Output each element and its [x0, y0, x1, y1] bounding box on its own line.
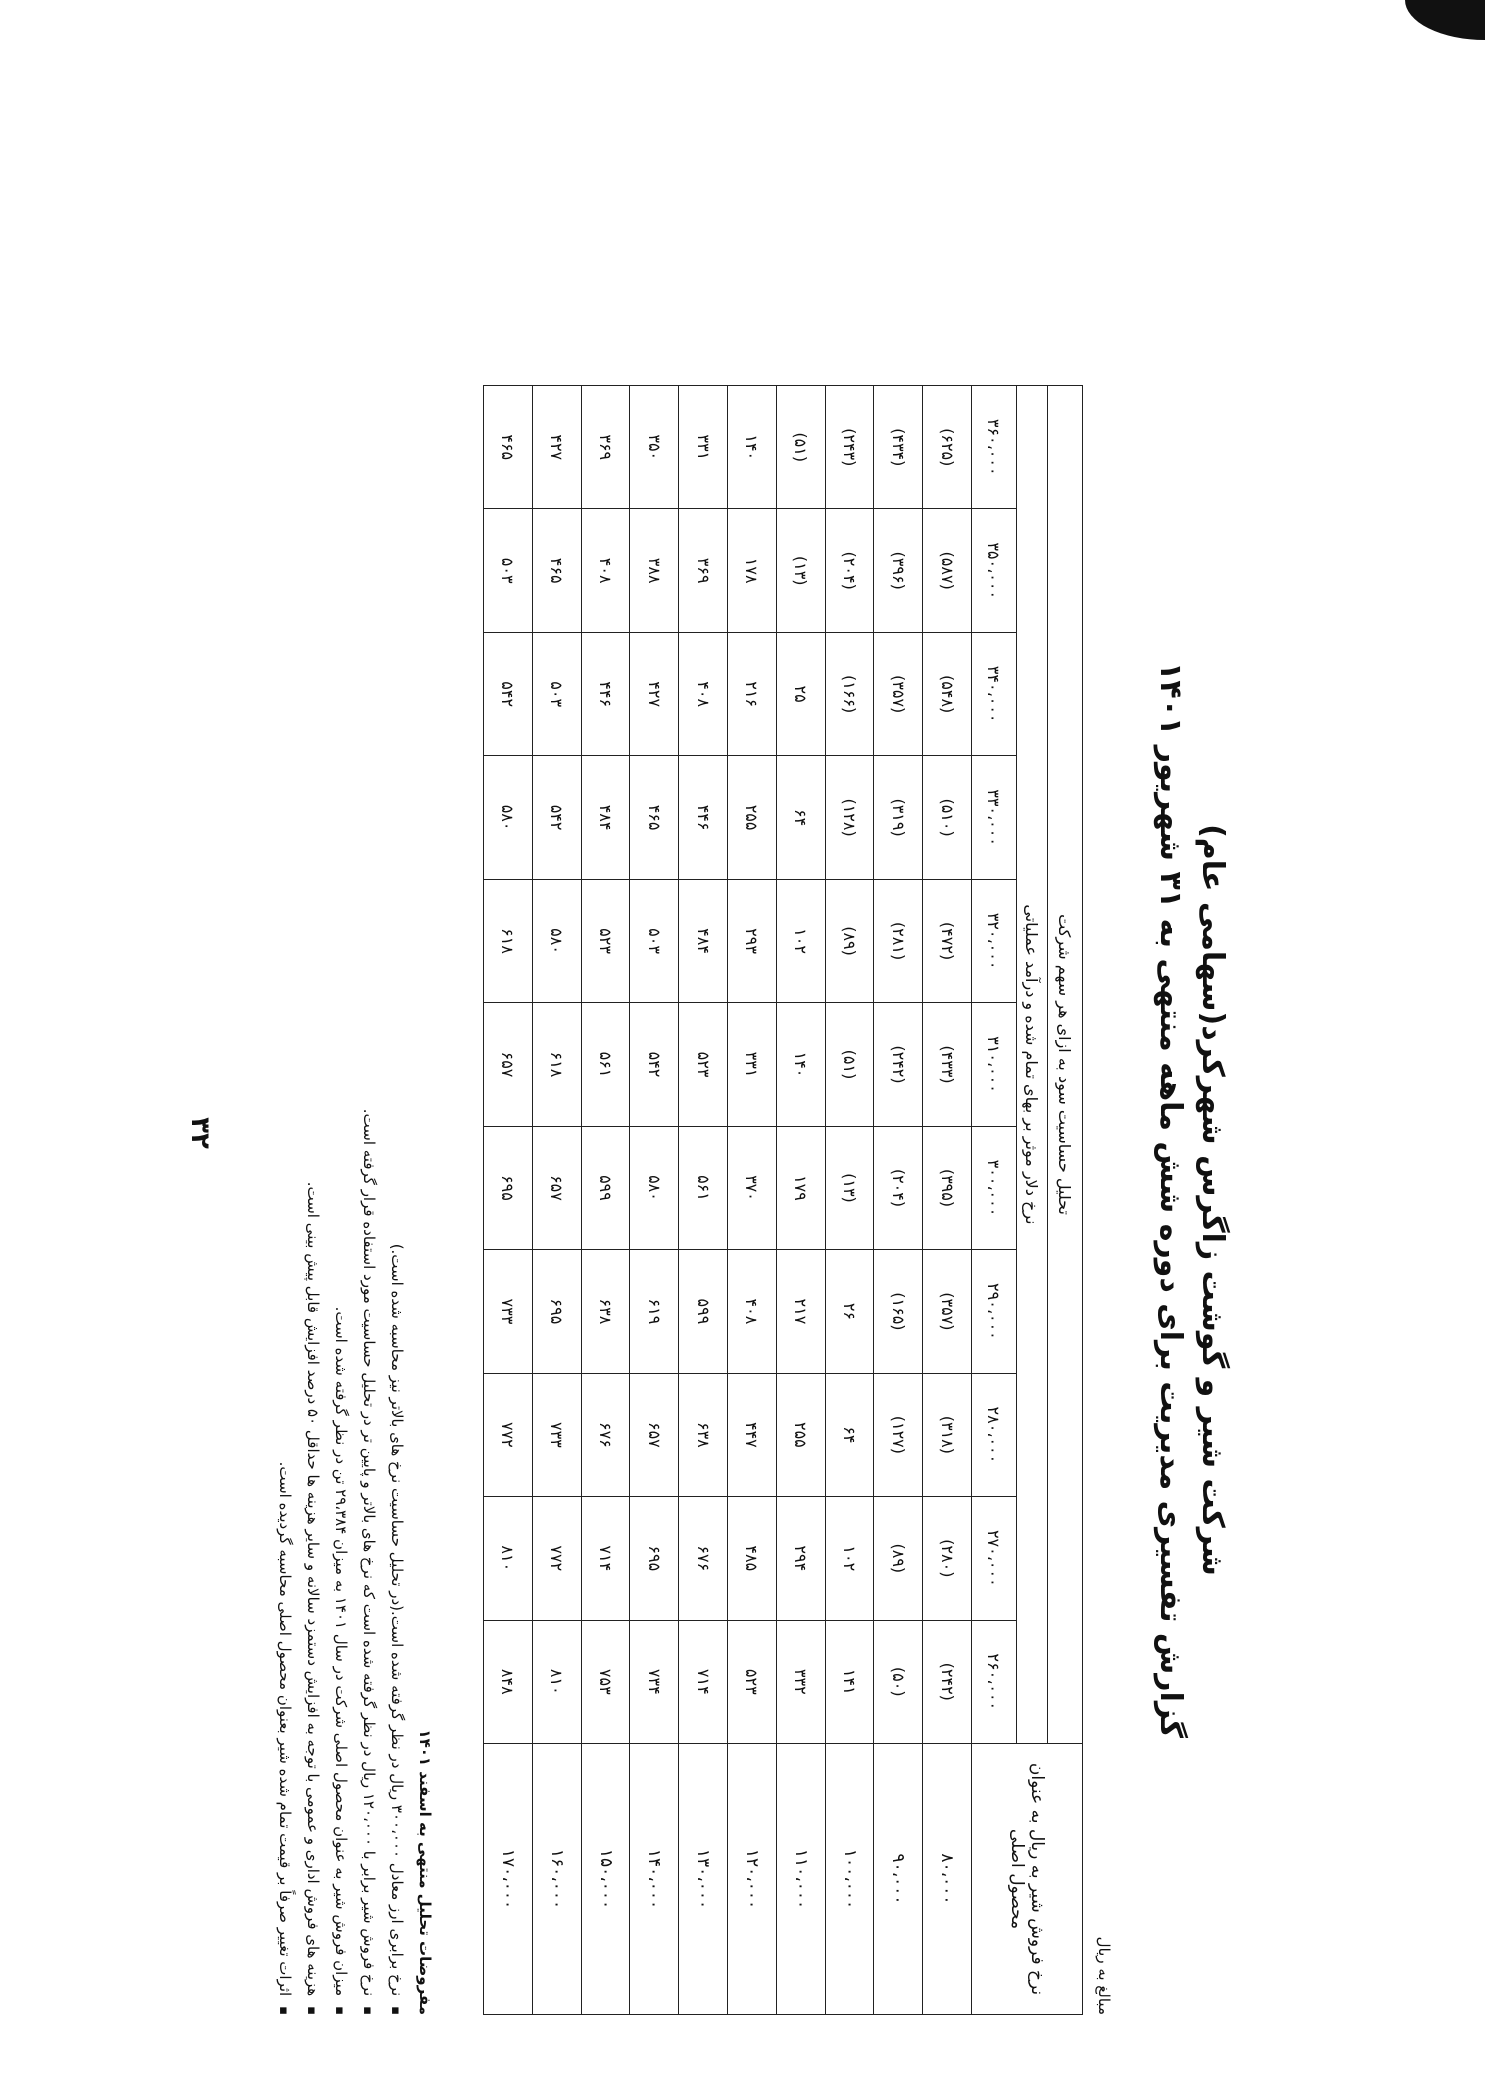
eps-value-cell: ۵۹۹ — [679, 1250, 728, 1373]
eps-value-cell: (۳۱۹) — [874, 756, 923, 879]
eps-value-cell: (۵۰) — [874, 1620, 923, 1743]
eps-value-cell: ۷۳۴ — [630, 1620, 679, 1743]
assumptions-heading: مفروضات تحلیل منتهی به اسفند ۱۴۰۱ — [416, 1729, 434, 2015]
eps-value-cell: ۲۵۵ — [776, 1373, 825, 1496]
eps-value-cell: ۲۱۶ — [728, 632, 777, 755]
milk-rate-cell: ۱۷۰،۰۰۰ — [484, 1744, 533, 2015]
report-subtitle: گزارش تفسیری مدیریت برای دوره شش ماهه منتهی به ۳۱ شهریور ۱۴۰۱ — [1153, 662, 1188, 1738]
assumption-item: ▪ هزینه های فروش اداری و عمومی با توجه به افزایش دستمزد سالانه و سایر هزینه ها حداقل ۵۰ درصد افزایش قابل پیش بینی است. — [298, 385, 326, 2015]
dollar-rate-cell: ۳۳۰،۰۰۰ — [972, 756, 1017, 879]
eps-value-cell: ۴۸۴ — [679, 879, 728, 1002]
eps-value-cell: (۳۹۶) — [874, 509, 923, 632]
eps-value-cell: ۵۶۱ — [679, 1126, 728, 1249]
eps-value-cell: ۱۰۲ — [776, 879, 825, 1002]
eps-value-cell: ۶۱۸ — [532, 1003, 581, 1126]
eps-value-cell: ۱۴۰ — [776, 1003, 825, 1126]
eps-value-cell: ۵۴۲ — [484, 632, 533, 755]
table-row — [825, 386, 874, 2015]
eps-value-cell: ۵۲۳ — [679, 1003, 728, 1126]
eps-value-cell: (۶۲۵) — [923, 386, 972, 509]
eps-value-cell: ۷۳۳ — [484, 1250, 533, 1373]
eps-value-cell: ۶۱۹ — [630, 1250, 679, 1373]
eps-value-cell: ۶۳۸ — [679, 1373, 728, 1496]
eps-value-cell: (۲۰۴) — [825, 509, 874, 632]
eps-value-cell: ۴۴۶ — [581, 632, 630, 755]
scan-edge-blot — [1405, 0, 1485, 40]
eps-value-cell: (۱۲۷) — [874, 1373, 923, 1496]
eps-value-cell: ۴۲۷ — [630, 632, 679, 755]
eps-value-cell: ۴۶۵ — [630, 756, 679, 879]
table-row — [532, 386, 581, 2015]
dollar-rate-cell: ۳۴۰،۰۰۰ — [972, 632, 1017, 755]
row-header-title: نرخ فروش شیر به ریال به عنوان محصول اصلی — [972, 1744, 1083, 2015]
table-row — [776, 386, 825, 2015]
dollar-rate-cell: ۲۷۰،۰۰۰ — [972, 1497, 1017, 1620]
eps-value-cell: ۲۱۷ — [776, 1250, 825, 1373]
eps-value-cell: ۷۳۳ — [532, 1373, 581, 1496]
table-row — [581, 386, 630, 2015]
eps-value-cell: ۷۷۲ — [532, 1497, 581, 1620]
eps-value-cell: (۵۸۷) — [923, 509, 972, 632]
eps-value-cell: ۴۰۸ — [679, 632, 728, 755]
page-number: ۳۲ — [184, 1117, 215, 1149]
eps-value-cell: ۵۸۰ — [630, 1126, 679, 1249]
eps-value-cell: ۵۲۳ — [728, 1620, 777, 1743]
eps-value-cell: ۳۶۹ — [679, 509, 728, 632]
eps-value-cell: ۱۰۲ — [825, 1497, 874, 1620]
eps-value-cell: ۳۳۱ — [728, 1003, 777, 1126]
section-title: تحلیل حساسیت سود به ازای هر سهم شرکت — [1048, 386, 1083, 1744]
dollar-rate-cell: ۳۲۰،۰۰۰ — [972, 879, 1017, 1002]
eps-value-cell: (۴۷۲) — [923, 879, 972, 1002]
milk-rate-cell: ۹۰،۰۰۰ — [874, 1744, 923, 2015]
eps-value-cell: (۲۸۰) — [923, 1497, 972, 1620]
eps-value-cell: ۱۷۸ — [728, 509, 777, 632]
eps-value-cell: ۳۵۰ — [630, 386, 679, 509]
eps-value-cell: ۶۳۸ — [581, 1250, 630, 1373]
eps-value-cell: ۴۲۷ — [532, 386, 581, 509]
eps-value-cell: ۶۹۵ — [484, 1126, 533, 1249]
eps-value-cell: (۱۶۵) — [874, 1250, 923, 1373]
milk-rate-cell: ۱۲۰،۰۰۰ — [728, 1744, 777, 2015]
eps-value-cell: (۵۱) — [776, 386, 825, 509]
eps-value-cell: ۴۴۶ — [679, 756, 728, 879]
eps-value-cell: (۴۳۳) — [923, 1003, 972, 1126]
eps-value-cell: ۸۱۰ — [484, 1497, 533, 1620]
eps-value-cell: ۳۳۲ — [776, 1620, 825, 1743]
eps-value-cell: ۶۵۷ — [484, 1003, 533, 1126]
milk-rate-cell: ۸۰،۰۰۰ — [923, 1744, 972, 2015]
rotated-report-content — [233, 385, 1233, 2015]
eps-value-cell: ۷۱۴ — [679, 1620, 728, 1743]
eps-value-cell: ۳۸۸ — [630, 509, 679, 632]
milk-rate-cell: ۱۵۰،۰۰۰ — [581, 1744, 630, 2015]
eps-value-cell: (۲۴۲) — [874, 1003, 923, 1126]
eps-value-cell: ۶۷۶ — [581, 1373, 630, 1496]
eps-value-cell: (۱۲۸) — [825, 756, 874, 879]
eps-value-cell: ۴۶۵ — [532, 509, 581, 632]
eps-value-cell: ۱۴۱ — [825, 1620, 874, 1743]
eps-value-cell: (۳۱۸) — [923, 1373, 972, 1496]
table-row — [679, 386, 728, 2015]
company-name: شرکت شیر و گوشت زاگرس شهرکرد(سهامی عام) — [1195, 824, 1230, 1576]
section-subtitle: نرخ دلار موثر بر بهای تمام شده و درآمد عملیاتی — [1017, 386, 1048, 1744]
eps-value-cell: ۵۰۳ — [484, 509, 533, 632]
table-row — [728, 386, 777, 2015]
eps-value-cell: ۴۰۸ — [581, 509, 630, 632]
eps-value-cell: ۲۹۴ — [776, 1497, 825, 1620]
eps-value-cell: (۵۱) — [825, 1003, 874, 1126]
eps-value-cell: ۵۲۳ — [581, 879, 630, 1002]
eps-value-cell: ۳۳۱ — [679, 386, 728, 509]
eps-value-cell: ۶۴ — [776, 756, 825, 879]
milk-rate-cell: ۱۶۰،۰۰۰ — [532, 1744, 581, 2015]
eps-value-cell: ۵۰۳ — [532, 632, 581, 755]
report-title — [1149, 385, 1233, 2015]
eps-value-cell: (۸۹) — [825, 879, 874, 1002]
eps-value-cell: (۵۴۸) — [923, 632, 972, 755]
eps-value-cell: ۶۷۶ — [679, 1497, 728, 1620]
eps-value-cell: ۶۹۵ — [630, 1497, 679, 1620]
eps-value-cell: ۵۸۰ — [532, 879, 581, 1002]
milk-rate-cell: ۱۳۰،۰۰۰ — [679, 1744, 728, 2015]
table-row — [484, 386, 533, 2015]
eps-value-cell: (۲۴۲) — [923, 1620, 972, 1743]
eps-value-cell: ۴۸۵ — [728, 1497, 777, 1620]
eps-value-cell: (۲۸۱) — [874, 879, 923, 1002]
milk-rate-cell: ۱۱۰،۰۰۰ — [776, 1744, 825, 2015]
eps-value-cell: ۶۹۵ — [532, 1250, 581, 1373]
table-header-row — [1048, 386, 1083, 2015]
assumption-item: ▪ اثرات تغییر صرفاً بر قیمت تمام شده شیر بعنوان محصول اصلی محاسبه گردیده است. — [270, 385, 298, 2015]
eps-value-cell: ۶۱۸ — [484, 879, 533, 1002]
eps-value-cell: (۵۱۰) — [923, 756, 972, 879]
dollar-rate-cell: ۳۵۰،۰۰۰ — [972, 509, 1017, 632]
eps-value-cell: ۵۴۲ — [630, 1003, 679, 1126]
eps-value-cell: (۸۹) — [874, 1497, 923, 1620]
dollar-rate-cell: ۳۰۰،۰۰۰ — [972, 1126, 1017, 1249]
eps-value-cell: ۵۴۲ — [532, 756, 581, 879]
eps-value-cell: (۳۵۷) — [923, 1250, 972, 1373]
dollar-rate-cell: ۲۶۰،۰۰۰ — [972, 1620, 1017, 1743]
eps-value-cell: ۷۷۲ — [484, 1373, 533, 1496]
eps-value-cell: (۳۵۷) — [874, 632, 923, 755]
eps-value-cell: ۶۵۷ — [532, 1126, 581, 1249]
milk-rate-cell: ۱۴۰،۰۰۰ — [630, 1744, 679, 2015]
eps-value-cell: ۳۷۰ — [728, 1126, 777, 1249]
currency-unit-label: مبالغ به ریال — [1095, 1936, 1113, 2015]
table-row — [630, 386, 679, 2015]
eps-value-cell: (۱۶۶) — [825, 632, 874, 755]
eps-value-cell: ۲۵ — [776, 632, 825, 755]
assumption-item: ▪ نرخ برابری ارز معادل ۳۰۰،۰۰۰ ریال در نظر گرفته شده است.(در تحلیل حساسیت نرخ های بالاتر نیز محاسبه شده است.) — [382, 385, 410, 2015]
eps-value-cell: ۵۸۰ — [484, 756, 533, 879]
eps-value-cell: ۴۴۷ — [728, 1373, 777, 1496]
eps-value-cell: ۲۶ — [825, 1250, 874, 1373]
eps-value-cell: ۴۰۸ — [728, 1250, 777, 1373]
assumptions-notes — [270, 385, 438, 2015]
eps-value-cell: ۸۱۰ — [532, 1620, 581, 1743]
eps-value-cell: ۸۴۸ — [484, 1620, 533, 1743]
eps-value-cell: ۲۵۵ — [728, 756, 777, 879]
eps-value-cell: ۱۴۰ — [728, 386, 777, 509]
eps-value-cell: ۵۹۹ — [581, 1126, 630, 1249]
dollar-rate-cell: ۳۱۰،۰۰۰ — [972, 1003, 1017, 1126]
eps-value-cell: ۱۷۹ — [776, 1126, 825, 1249]
dollar-rate-cell: ۲۸۰،۰۰۰ — [972, 1373, 1017, 1496]
eps-value-cell: (۲۰۴) — [874, 1126, 923, 1249]
eps-value-cell: ۴۶۵ — [484, 386, 533, 509]
table-row — [874, 386, 923, 2015]
table-row — [923, 386, 972, 2015]
milk-rate-cell: ۱۰۰،۰۰۰ — [825, 1744, 874, 2015]
assumption-item: ▪ نرخ فروش شیر برابر با ۱۲۰،۰۰۰ ریال در نظر گرفته شده است که نرخ های بالاتر و پایین تر در تحلیل حساسیت مورد استفاده قرار گرفته است. — [354, 385, 382, 2015]
eps-value-cell: ۳۶۹ — [581, 386, 630, 509]
sensitivity-table — [483, 385, 1083, 2015]
eps-value-cell: ۷۵۳ — [581, 1620, 630, 1743]
eps-value-cell: ۴۸۴ — [581, 756, 630, 879]
eps-value-cell: (۲۴۳) — [825, 386, 874, 509]
assumption-item: ▪ میزان فروش شیر به عنوان محصول اصلی شرکت در سال ۱۴۰۱ به میزان ۲۹،۳۸۴ تن در نظر گرفته شده است. — [326, 385, 354, 2015]
eps-value-cell: ۵۰۳ — [630, 879, 679, 1002]
eps-value-cell: (۴۳۴) — [874, 386, 923, 509]
eps-value-cell: (۱۳) — [825, 1126, 874, 1249]
eps-value-cell: ۶۴ — [825, 1373, 874, 1496]
dollar-rate-cell: ۲۹۰،۰۰۰ — [972, 1250, 1017, 1373]
eps-value-cell: ۶۵۷ — [630, 1373, 679, 1496]
eps-value-cell: ۲۹۳ — [728, 879, 777, 1002]
eps-value-cell: (۳۹۵) — [923, 1126, 972, 1249]
eps-value-cell: ۷۱۴ — [581, 1497, 630, 1620]
eps-value-cell: (۱۳) — [776, 509, 825, 632]
dollar-rate-cell: ۳۶۰،۰۰۰ — [972, 386, 1017, 509]
eps-value-cell: ۵۶۱ — [581, 1003, 630, 1126]
assumptions-list — [270, 385, 410, 2015]
